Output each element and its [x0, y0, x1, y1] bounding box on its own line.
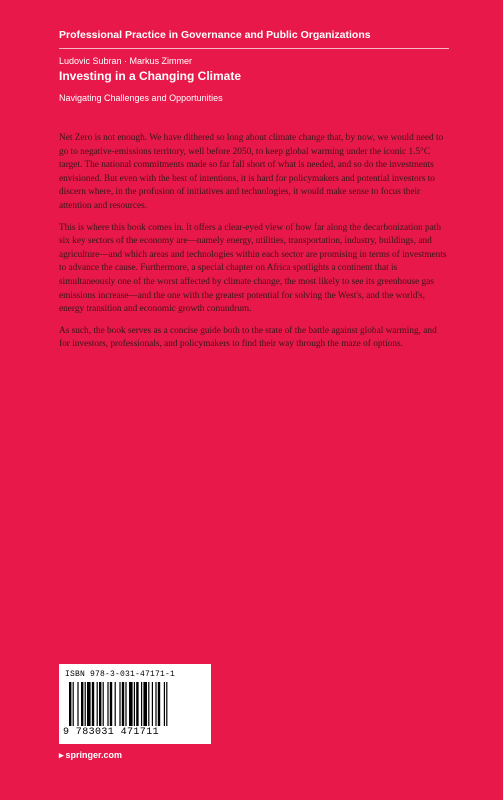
header-divider [59, 48, 449, 49]
isbn-label: ISBN 978-3-031-47171-1 [65, 670, 176, 679]
publisher-link[interactable] [59, 750, 122, 761]
blurb-paragraph-1: Net Zero is not enough. We have dithered so long about climate change that, by now, we would need to go to negative-emissions territory, well before 2050, to keep global warming under the iconic 1.5°C target. The national commitments made so far fall short of what is needed, and so do the investments envisioned. But even with the best of intentions, it is hard for policymakers and potential investors to discern where, in the profusion of initiatives and technologies, it would make sense to focus their attention and resources. [59, 133, 444, 211]
series-title: Professional Practice in Governance and Public Organizations [59, 29, 371, 41]
isbn-barcode [59, 664, 211, 744]
blurb-paragraph-3: As such, the book serves as a concise guide both to the state of the battle against global warming, and for investors, professionals, and policymakers to find their way through the maze of options. [59, 325, 437, 350]
authors: Ludovic Subran · Markus Zimmer [59, 56, 193, 66]
barcode-bars [63, 682, 207, 726]
blurb-text [59, 132, 449, 360]
book-subtitle: Navigating Challenges and Opportunities [59, 93, 223, 103]
arrow-right-icon: ▸ [59, 750, 64, 760]
publisher-url: springer.com [65, 750, 123, 760]
barcode-digits: 9 783031 471711 [63, 727, 160, 738]
book-title: Investing in a Changing Climate [59, 69, 242, 83]
blurb-paragraph-2: This is where this book comes in. It offers a clear-eyed view of how far along the decarbonization path six key sectors of the economy are—namely energy, utilities, transportation, industry, buildings, and agriculture—and which areas and technologies within each sector are promising in terms of investments to advance the cause. Furthermore, a special chapter on Africa spotlights a continent that is simultaneously one of the worst affected by climate change, the most likely to see its greenhouse gas emissions increase—and the one with the greatest potential for solving the West's, and the world's, energy transition and economic growth conundrum. [59, 222, 447, 315]
